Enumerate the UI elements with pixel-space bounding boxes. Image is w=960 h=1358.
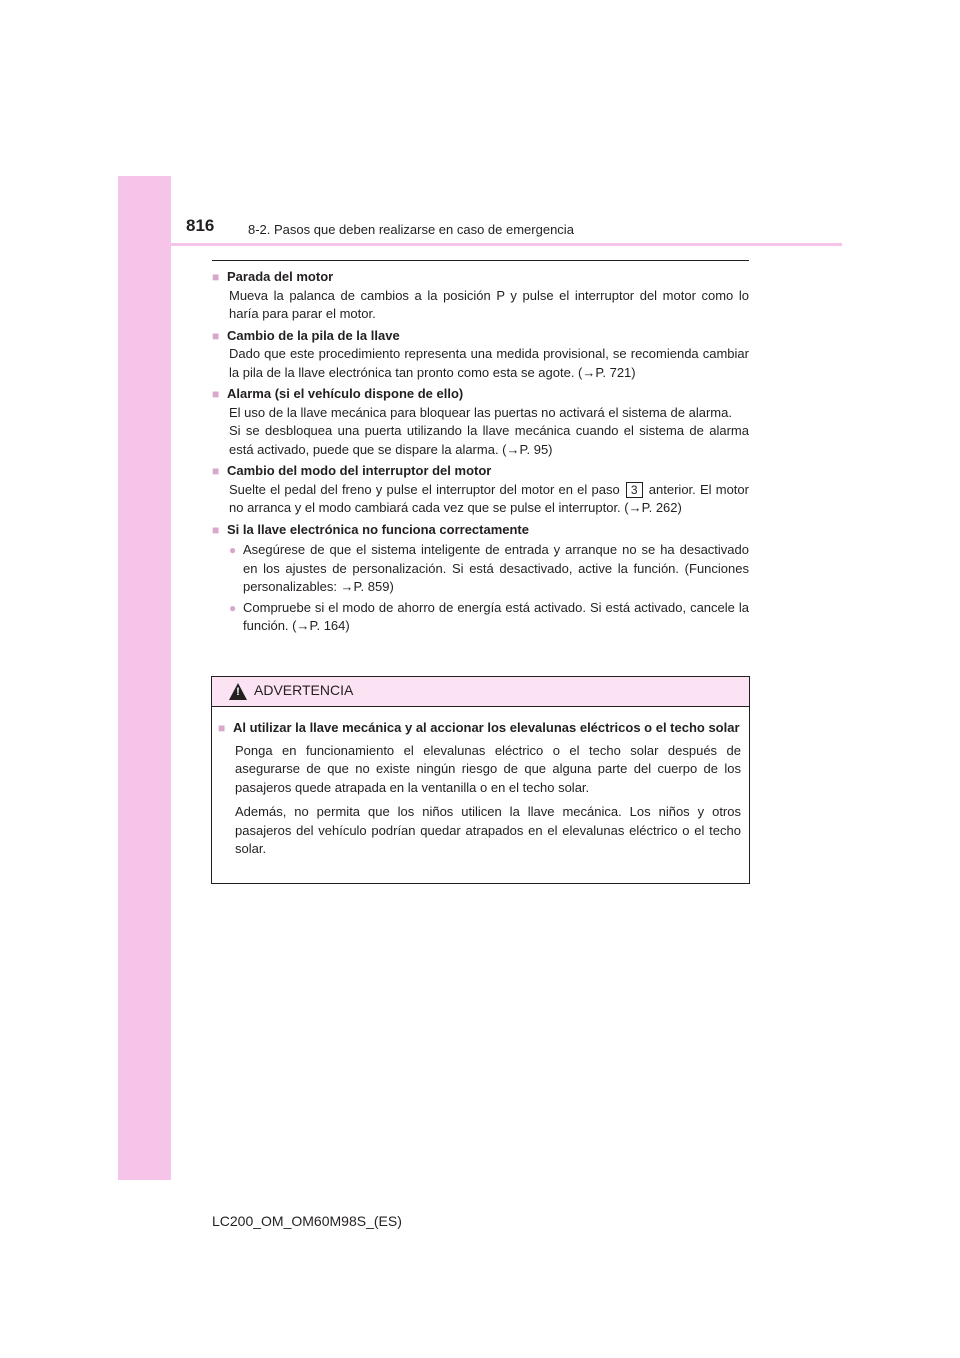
list-item [212, 541, 749, 597]
section-title: Si la llave electrónica no funciona correctamente [227, 521, 529, 537]
section-title: Parada del motor [227, 269, 334, 284]
section-text: El uso de la llave mecánica para bloquear las puertas no activará el sistema de alarma. [229, 404, 732, 420]
section-text: Dado que este procedimiento representa una medida provisional, se recomienda cambiar la pila de la llave electrónica tan pronto como esta se agote. (→P. 721) [229, 346, 749, 380]
square-bullet-icon: ■ [218, 721, 226, 735]
warning-paragraph: Además, no permita que los niños utilicen la llave mecánica. Los niños y otros pasajeros del vehículo podrían quedar atrapados en el elevalunas eléctrico o el techo solar. [235, 804, 741, 856]
section-alarm [212, 385, 749, 459]
list-item-text: Asegúrese de que el sistema inteligente de entrada y arranque no se ha desactivado en los ajustes de personalización. Si está desactivado, active la función. (Funciones personalizables: →P. 859) [243, 542, 749, 594]
warning-header [212, 677, 749, 707]
circle-bullet-icon: ● [229, 543, 237, 557]
section-text: Mueva la palanca de cambios a la posición P y pulse el interruptor del motor como lo haría para parar el motor. [229, 287, 749, 321]
square-bullet-icon: ■ [212, 464, 220, 478]
list-item [212, 599, 749, 636]
circle-bullet-icon: ● [229, 600, 237, 615]
section-title: Alarma (si el vehículo dispone de ello) [227, 386, 464, 401]
section-key-malfunction [212, 521, 749, 636]
section-text: Si se desbloquea una puerta utilizando la llave mecánica cuando el sistema de alarma está activado, puede que se dispare la alarma. (→P. 95) [229, 423, 749, 457]
warning-title: ADVERTENCIA [254, 682, 354, 698]
step-reference-box: 3 [626, 482, 643, 498]
footer-document-code: LC200_OM_OM60M98S_(ES) [212, 1213, 402, 1229]
section-switch-mode [212, 462, 749, 518]
square-bullet-icon: ■ [212, 270, 220, 284]
warning-paragraph: Ponga en funcionamiento el elevalunas eléctrico o el techo solar después de asegurarse de que no existe ningún riesgo de que alguna parte del cuerpo de los pasajeros quede atrapada en la ventanilla o en el techo solar. [235, 742, 741, 795]
warning-heading: Al utilizar la llave mecánica y al accionar los elevalunas eléctricos o el techo solar [233, 720, 740, 735]
section-title: Cambio de la pila de la llave [227, 327, 400, 343]
section-text: Suelte el pedal del freno y pulse el interruptor del motor en el paso [229, 481, 620, 497]
top-divider [212, 260, 749, 261]
chapter-title: 8-2. Pasos que deben realizarse en caso de emergencia [248, 222, 574, 237]
section-engine-stop [212, 268, 749, 324]
square-bullet-icon: ■ [212, 387, 220, 401]
square-bullet-icon: ■ [212, 522, 220, 537]
section-title: Cambio del modo del interruptor del motor [227, 463, 492, 478]
warning-box [211, 676, 750, 884]
main-content [212, 268, 749, 639]
square-bullet-icon: ■ [212, 328, 220, 343]
warning-body [212, 707, 749, 859]
section-text: anterior. El motor no arranca y el modo cambiará cada vez que se pulse el interruptor. (→P. 262) [229, 481, 749, 515]
section-key-battery [212, 327, 749, 383]
sidebar-color-band [118, 176, 171, 1180]
page-number: 816 [186, 216, 215, 235]
exclamation-icon: ! [236, 686, 240, 698]
list-item-text: Compruebe si el modo de ahorro de energía está activado. Si está activado, cancele la función. (→P. 164) [243, 599, 749, 633]
header-rule [118, 243, 842, 246]
